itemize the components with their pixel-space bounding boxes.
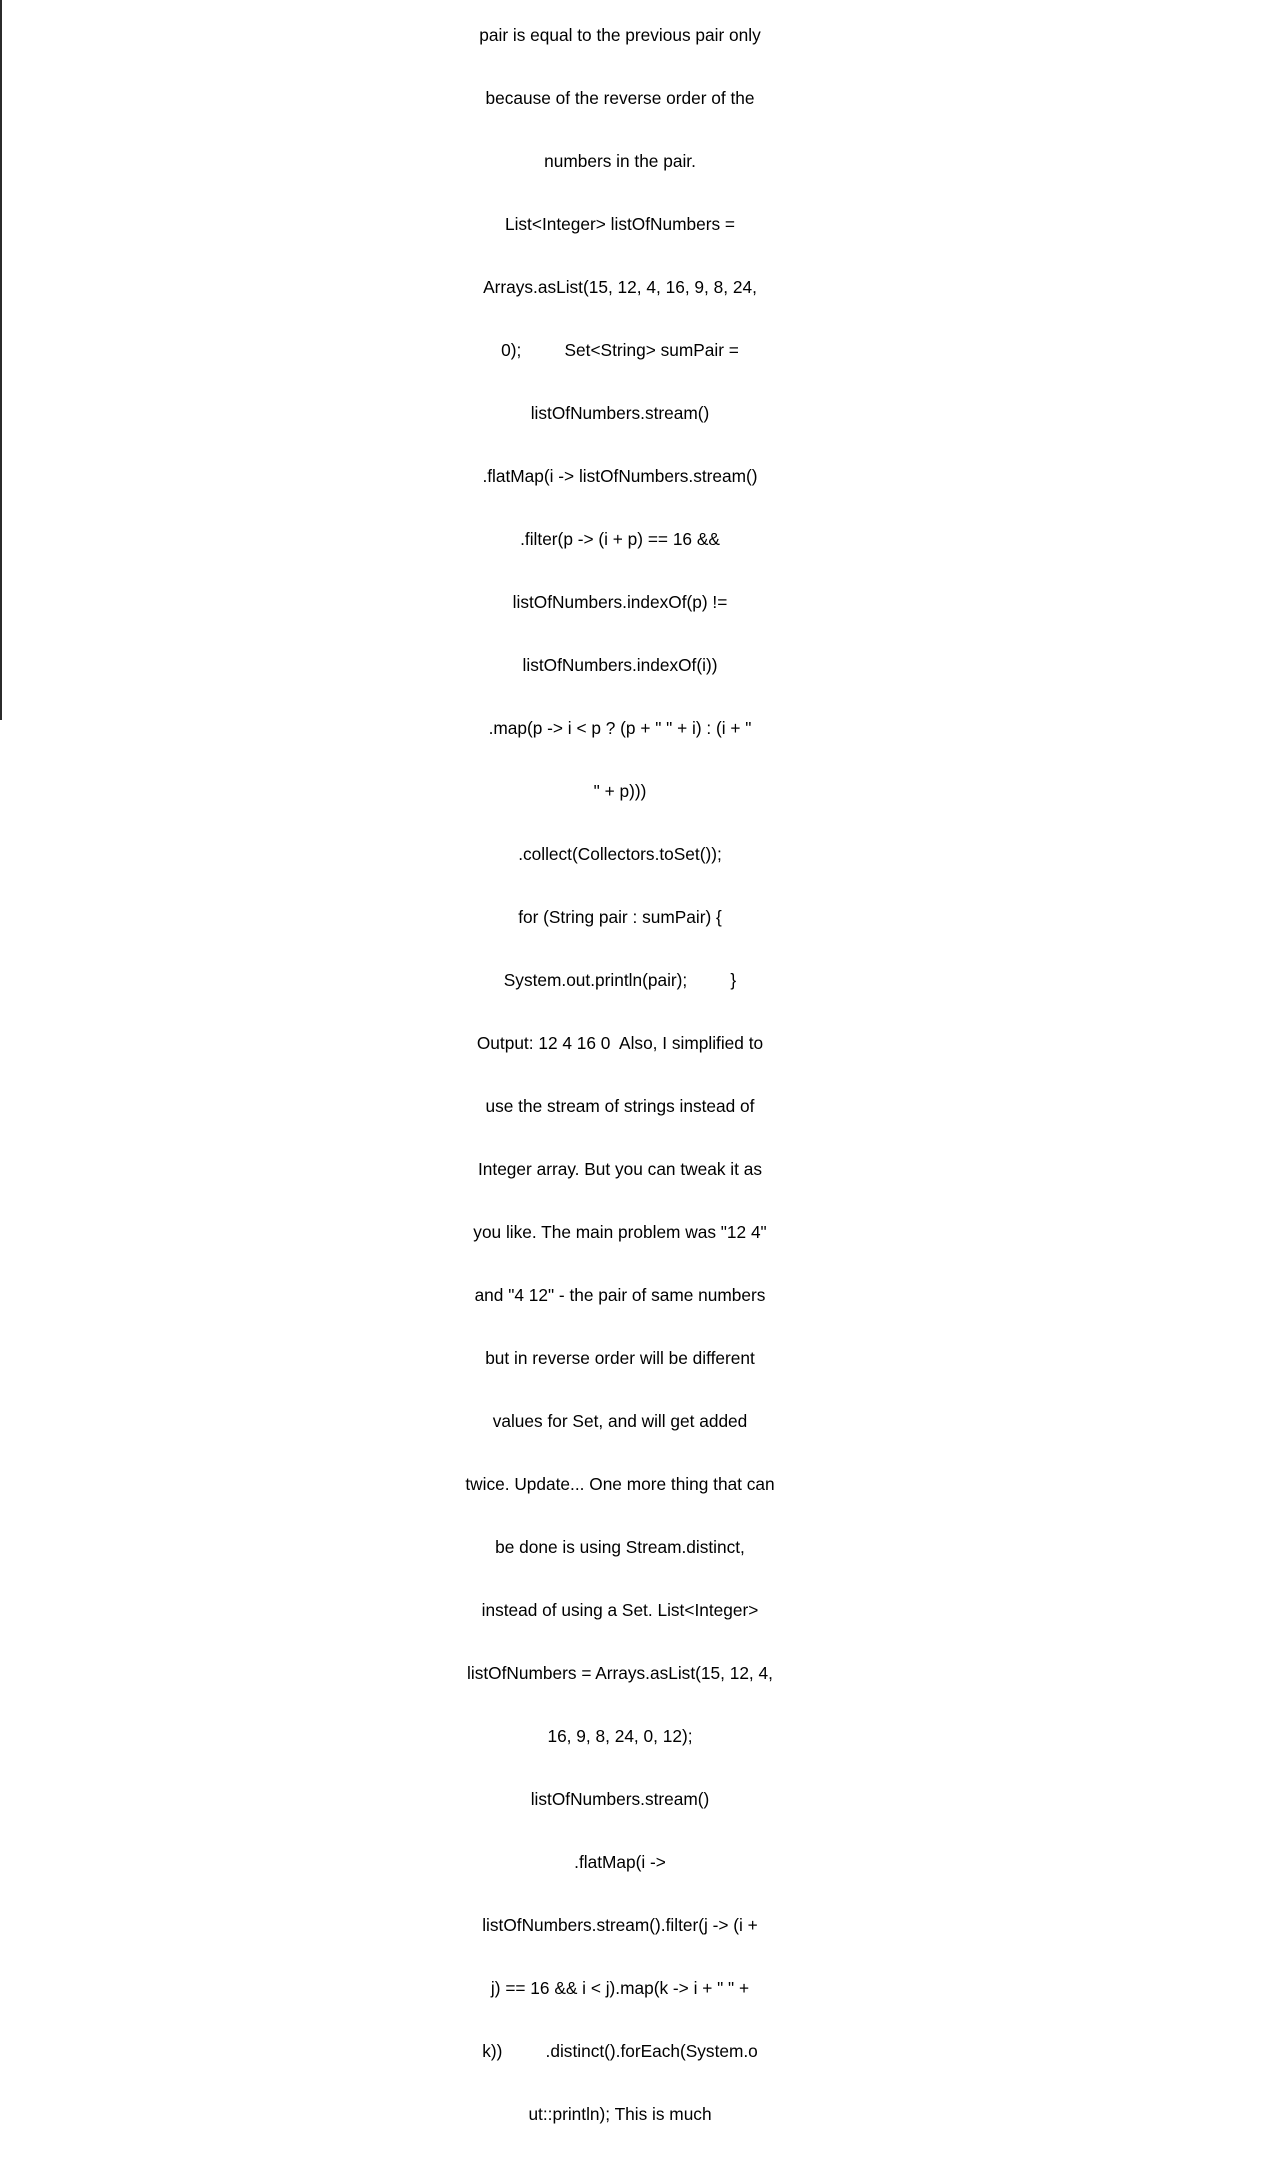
- text-line: twice. Update... One more thing that can: [465, 1474, 775, 1494]
- text-line: numbers in the pair.: [544, 151, 696, 171]
- text-line: List<Integer> listOfNumbers =: [504, 214, 736, 234]
- text-line: Integer array. But you can tweak it as: [477, 1159, 762, 1179]
- text-line: instead of using a Set. List<Integer>: [481, 1600, 759, 1620]
- text-line: for (String pair : sumPair) {: [518, 907, 722, 927]
- text-line: use the stream of strings instead of: [485, 1096, 755, 1116]
- text-line: Arrays.asList(15, 12, 4, 16, 9, 8, 24,: [483, 277, 757, 297]
- text-line: j) == 16 && i < j).map(k -> i + " " +: [490, 1978, 750, 1998]
- text-line: " + p))): [593, 781, 647, 801]
- text-line: .filter(p -> (i + p) == 16 &&: [520, 529, 720, 549]
- text-line: and "4 12" - the pair of same numbers: [474, 1285, 766, 1305]
- text-line: 16, 9, 8, 24, 0, 12);: [547, 1726, 693, 1746]
- text-line: listOfNumbers = Arrays.asList(15, 12, 4,: [467, 1663, 773, 1683]
- text-line: listOfNumbers.stream(): [530, 403, 710, 423]
- text-line: .flatMap(i ->: [574, 1852, 666, 1872]
- text-line: 0); Set<String> sumPair =: [501, 340, 739, 360]
- text-line: because of the reverse order of the: [485, 88, 755, 108]
- text-line: but in reverse order will be different: [485, 1348, 755, 1368]
- text-line: values for Set, and will get added: [492, 1411, 748, 1431]
- text-line: pair is equal to the previous pair only: [479, 25, 761, 45]
- text-line: Output: 12 4 16 0 Also, I simplified to: [476, 1033, 764, 1053]
- text-line: be done is using Stream.distinct,: [495, 1537, 745, 1557]
- text-line: listOfNumbers.indexOf(p) !=: [512, 592, 728, 612]
- text-line: ut::println); This is much: [528, 2104, 712, 2124]
- text-line: listOfNumbers.stream().filter(j -> (i +: [482, 1915, 758, 1935]
- answer-text: [440, 0, 800, 2167]
- text-line: listOfNumbers.stream(): [530, 1789, 710, 1809]
- text-line: .flatMap(i -> listOfNumbers.stream(): [482, 466, 758, 486]
- text-line: System.out.println(pair); }: [503, 970, 737, 990]
- text-line: listOfNumbers.indexOf(i)): [522, 655, 718, 675]
- text-line: k)) .distinct().forEach(System.o: [482, 2041, 758, 2061]
- text-line: you like. The main problem was "12 4": [473, 1222, 767, 1242]
- text-viewport[interactable]: [440, 0, 800, 2124]
- text-line: .map(p -> i < p ? (p + " " + i) : (i + ": [488, 718, 752, 738]
- text-line: .collect(Collectors.toSet());: [518, 844, 722, 864]
- left-border: [0, 0, 2, 720]
